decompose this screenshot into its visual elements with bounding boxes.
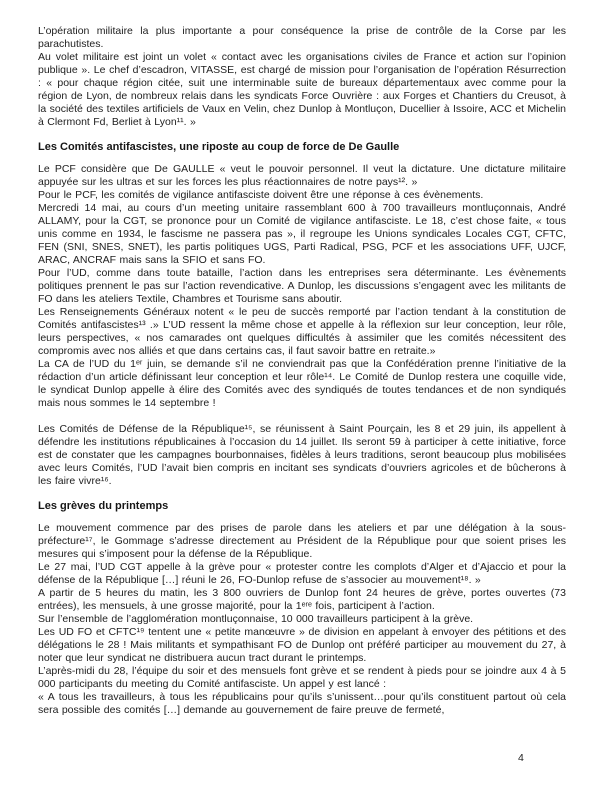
paragraph: Sur l’ensemble de l’agglomération montluçonnaise, 10 000 travailleurs participent à la grève.	[38, 613, 474, 625]
paragraph: Le 27 mai, l’UD CGT appelle à la grève pour « protester contre les complots d’Alger et d’Ajaccio et pour la défense de la République […] réuni le 26, FO-Dunlop refuse de s’associer au mouvement¹⁸. »	[38, 561, 566, 586]
paragraph: A partir de 5 heures du matin, les 3 800 ouvriers de Dunlop font 24 heures de grève, portes ouvertes (73 entrées), les mensuels, à une grosse majorité, pour la 1ᵉʳᵉ fois, participent à l’action.	[38, 587, 566, 612]
paragraph: Le mouvement commence par des prises de parole dans les ateliers et par une délégation à la sous-préfecture¹⁷, le Gommage s’adresse directement au Président de la République pour que soient prises les mesures qui s’imposent pour la défense de la République.	[38, 522, 566, 560]
paragraph: « A tous les travailleurs, à tous les républicains pour qu’ils s’unissent…pour qu’ils constituent partout où cela sera possible des comités […] demande au gouvernement de faire preuve de fermeté,	[38, 691, 566, 716]
paragraph: Le PCF considère que De GAULLE « veut le pouvoir personnel. Il veut la dictature. Une dictature militaire appuyée sur les ultras et sur les forces les plus réactionnaires de notre pays¹². »	[38, 163, 566, 188]
paragraph: Mercredi 14 mai, au cours d’un meeting unitaire rassemblant 600 à 700 travailleurs montluçonnais, André ALLAMY, pour la CGT, se prononce pour un Comité de vigilance antifasciste. Le 18, c’est chose faite, « tous unis comme en 1934, le fascisme ne passera pas », il regroupe les Unions syndicales Locales CGT, CFTC, FEN (SNI, SNES, SNET), les partis politiques UGS, Parti Radical, PSG, PCF et les associations UFF, UJCF, ARAC, ANCRAF mais sans la SFIO et sans FO.	[38, 202, 566, 266]
paragraph: Pour le PCF, les comités de vigilance antifasciste doivent être une réponse à ces évènements.	[38, 189, 484, 201]
page-number: 4	[518, 752, 524, 764]
paragraph: Les Renseignements Généraux notent « le peu de succès remporté par l’action tendant à la constitution de Comités antifascistes¹³ .» L’UD ressent la même chose et appelle à la réflexion sur leur conception, leur rôle, leurs perspectives, « nos camarades ont quelques difficultés à assimiler que les comités nécessitent des compromis avec nos alliés et que dans certains cas, il faut savoir battre en retraite.»	[38, 306, 566, 357]
paragraph: Pour l’UD, comme dans toute bataille, l’action dans les entreprises sera déterminante. Les évènements politiques prennent le pas sur l’action revendicative. A Dunlop, les discussions s’engagent avec les militants de FO dans les ateliers Textile, Chambres et Tourisme sans aboutir.	[38, 267, 566, 305]
paragraph: Les Comités de Défense de la République¹⁵, se réunissent à Saint Pourçain, les 8 et 29 juin, ils appellent à défendre les institutions républicaines à l’occasion du 14 juillet. Ils seront 59 à participer à cette initiative, force est de constater que les campagnes bourbonnaises, fidèles à leurs traditions, seront beaucoup plus mobilisées avec leurs Comités, l’UD l’avait bien compris en incitant ses syndicats d’ouvriers agricoles et de bûcherons à les faire vivre¹⁶.	[38, 423, 566, 487]
paragraph: Au volet militaire est joint un volet « contact avec les organisations civiles de France et action sur l’opinion publique ». Le chef d’escadron, VITASSE, est chargé de mission pour l’organisation de l’opération Résurrection : « pour chaque région citée, suit une interminable suite de bureaux départementaux avec comme pour la région de Lyon, de nombreux relais dans les syndicats Force Ouvrière : aux Forges et Chantiers du Creusot, à la société des textiles artificiels de Vaux en Velin, chez Dunlop à Montluçon, Ducellier à Issoire, ACC et Michelin à Clermont Fd, Berliet à Lyon¹¹. »	[38, 51, 566, 128]
document-text	[38, 25, 566, 717]
paragraph: L’après-midi du 28, l’équipe du soir et des mensuels font grève et se rendent à pieds pour se joindre aux 4 à 5 000 participants du meeting du Comité antifasciste. Un appel y est lancé :	[38, 665, 566, 690]
section-heading: Les grèves du printemps	[38, 500, 169, 512]
paragraph: L’opération militaire la plus importante a pour conséquence la prise de contrôle de la Corse par les parachutistes.	[38, 25, 566, 50]
paragraph: La CA de l’UD du 1ᵉʳ juin, se demande s’il ne conviendrait pas que la Confédération prenne l’initiative de la rédaction d’un article définissant leur conception et leur rôle¹⁴. Le Comité de Dunlop restera une coquille vide, le syndicat Dunlop appelle à élire des Comités avec des syndiqués de toutes tendances et de non syndiqués mais nous sommes le 14 septembre !	[38, 358, 566, 409]
section-heading: Les Comités antifascistes, une riposte au coup de force de De Gaulle	[38, 141, 400, 153]
paragraph: Les UD FO et CFTC¹⁹ tentent une « petite manœuvre » de division en appelant à envoyer des pétitions et des délégations le 28 ! Mais militants et sympathisant FO de Dunlop ont préféré participer au mouvement du 27, à noter que leur syndicat ne distribuera aucun tract durant le printemps.	[38, 626, 566, 664]
